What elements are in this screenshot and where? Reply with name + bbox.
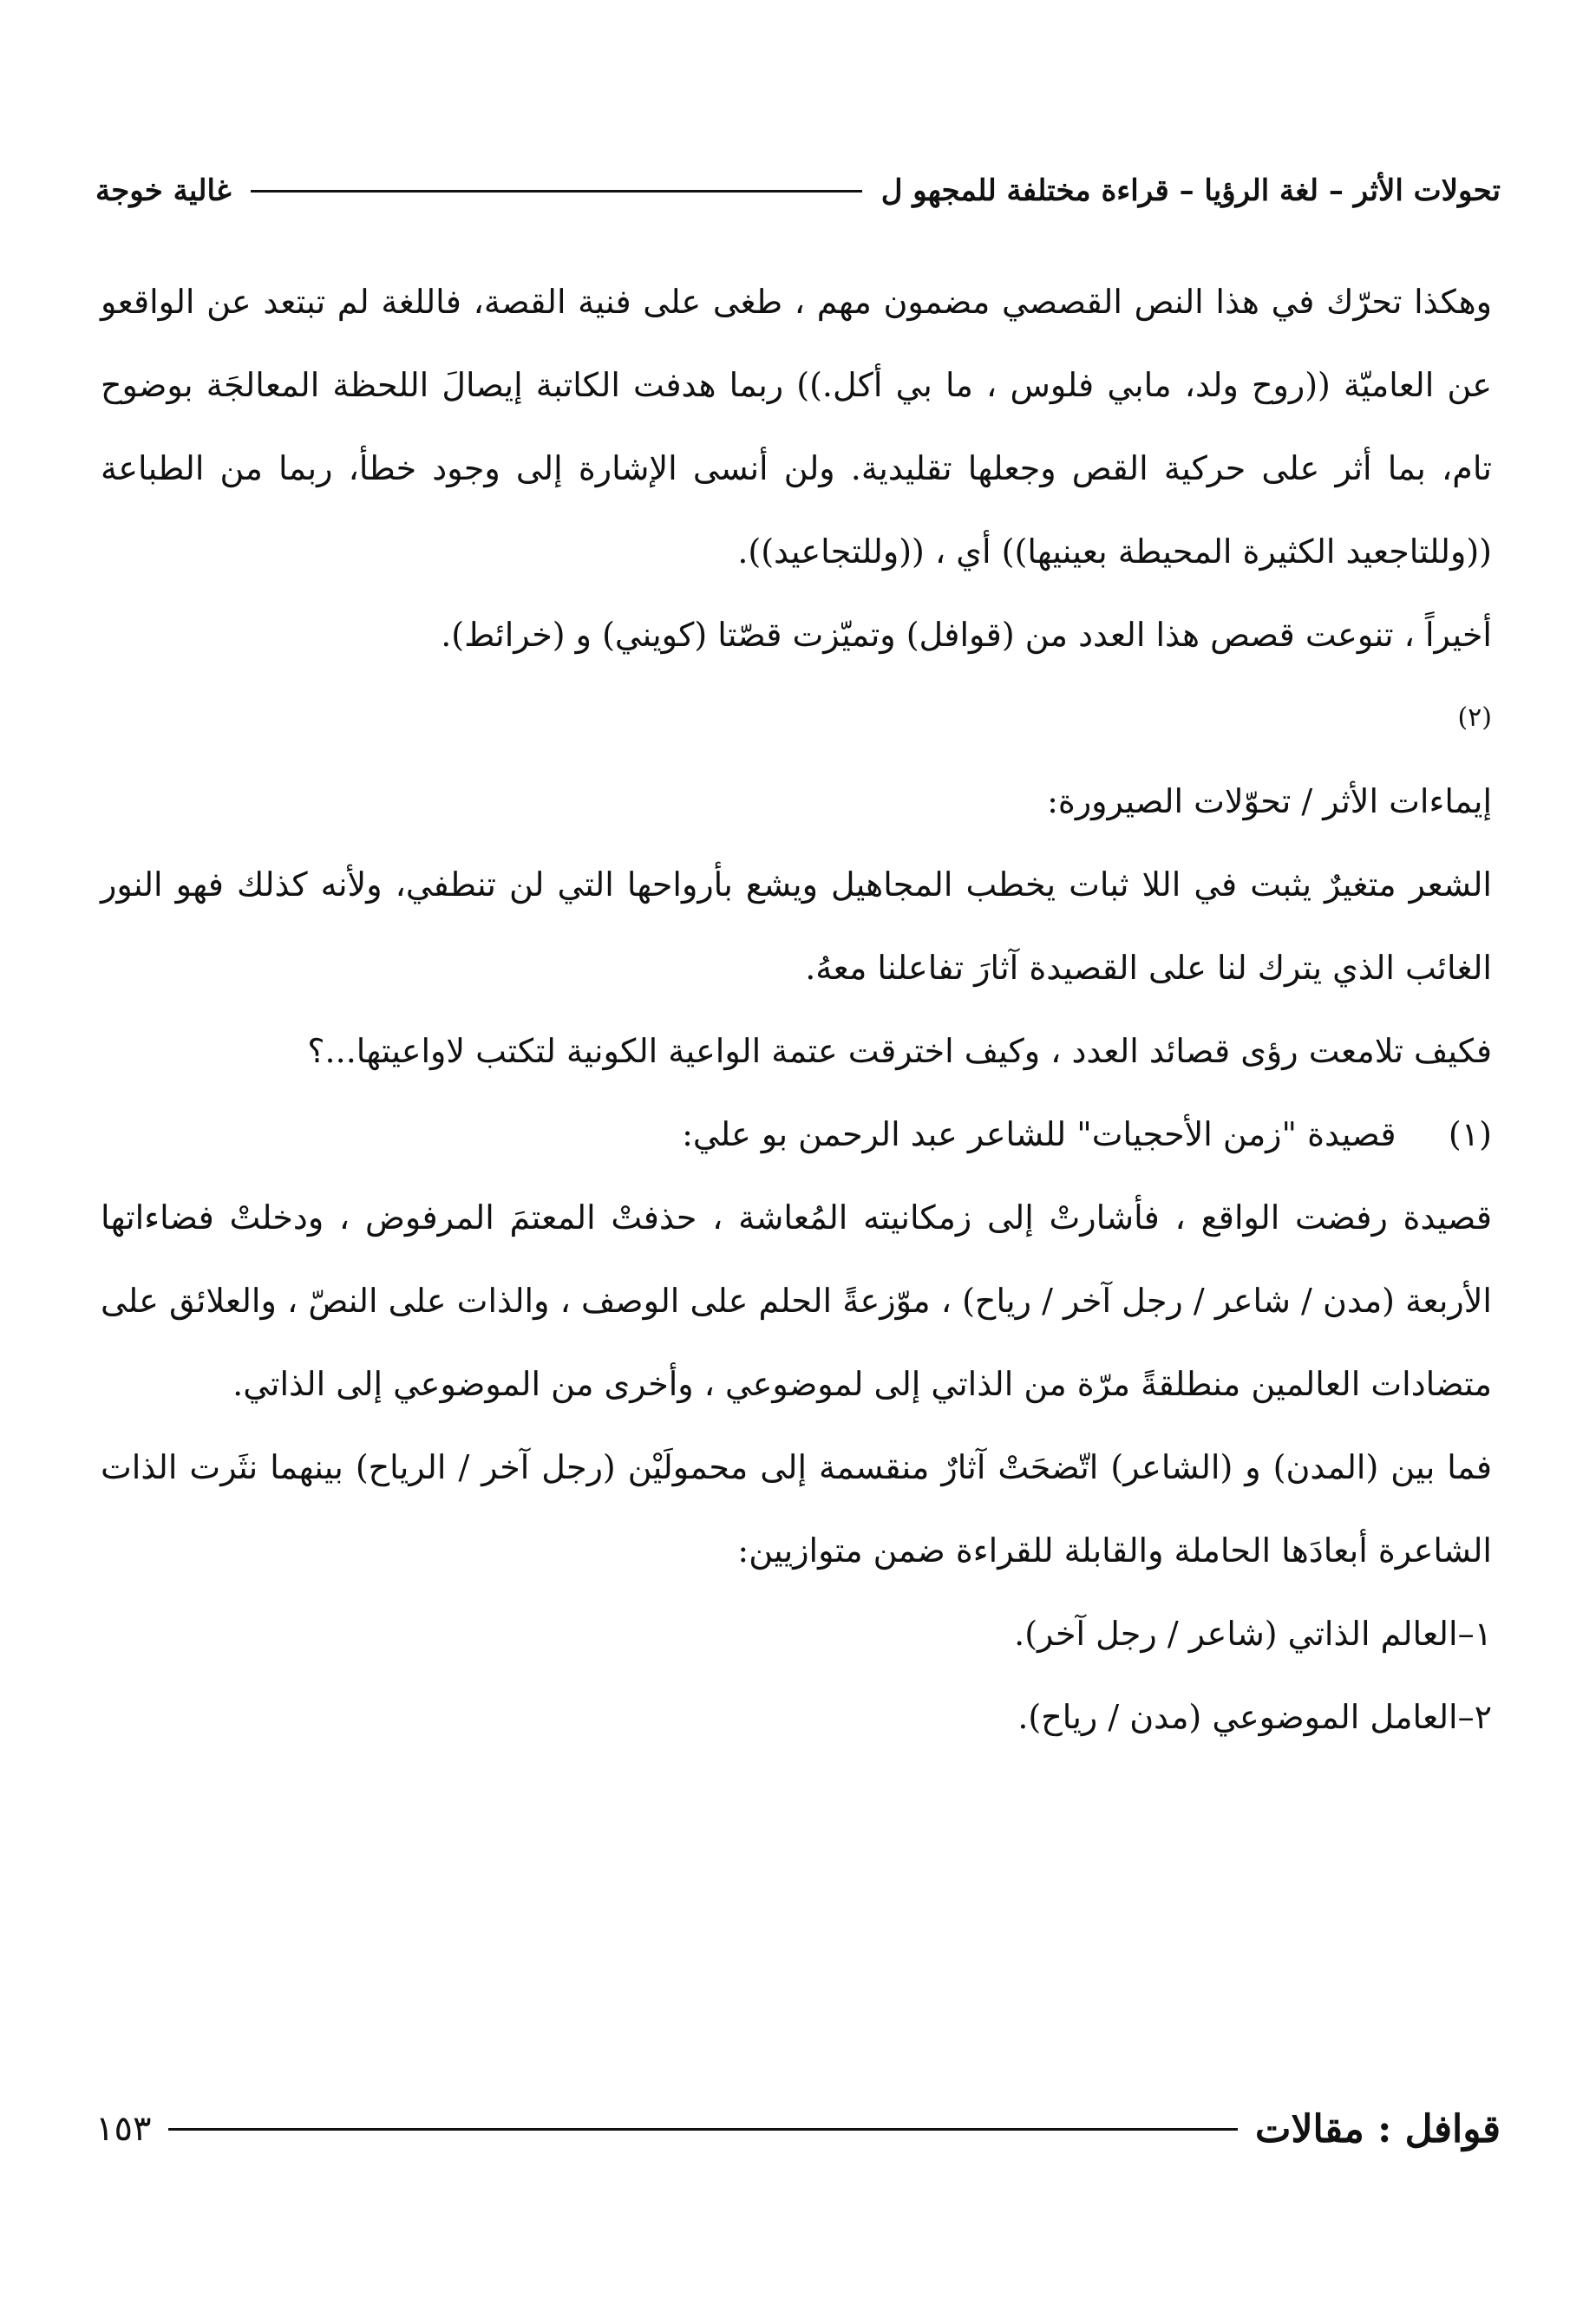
header-rule <box>251 190 862 193</box>
footer-rule <box>168 2128 1238 2131</box>
running-header <box>95 165 1501 217</box>
paragraph: قصيدة رفضت الواقع ، فأشارتْ إلى زمكانيته المُعاشة ، حذفتْ المعتمَ المرفوض ، ودخلتْ فضاءاتها الأربعة (مدن / شاعر / رجل آخر / رياح) ، موّزعةً الحلم على الوصف ، والذات على النصّ ، والعلائق على متضادات العالمين منطلقةً مرّة من الذاتي إلى لموضوعي ، وأخرى من الموضوعي إلى الذاتي. <box>101 1198 1492 1403</box>
page-number: ١٥٣ <box>95 2109 152 2149</box>
list-item: ١–العالم الذاتي (شاعر / رجل آخر). <box>1014 1615 1492 1653</box>
section-title: إيماءات الأثر / تحوّلات الصيرورة: <box>1047 782 1492 820</box>
page-footer <box>95 2099 1501 2159</box>
journal-name: قوافل : مقالات <box>1255 2106 1501 2151</box>
section-number: (٢) <box>1457 702 1492 733</box>
running-header-author: غالية خوجة <box>95 173 232 208</box>
paragraph: فكيف تلامعت رؤى قصائد العدد ، وكيف اخترقت عتمة الواعية الكونية لتكتب لاواعيتها...؟ <box>307 1032 1492 1070</box>
poem-heading: (١) قصيدة "زمن الأحجيات" للشاعر عبد الرحمن بو علي: <box>682 1115 1492 1153</box>
list-item: ٢–العامل الموضوعي (مدن / رياح). <box>1017 1698 1492 1736</box>
paragraph: وهكذا تحرّك في هذا النص القصصي مضمون مهم ، طغى على فنية القصة، فاللغة لم تبتعد عن الواقعو عن العاميّة ((روح ولد، مابي فلوس ، ما بي أكل.)) ربما هدفت الكاتبة إيصالَ اللحظة المعالجَة بوضوح تام، بما أثر على حركية القص وجعلها تقليدية. ولن أنسى الإشارة إلى وجود خطأ، ربما من الطباعة ((وللتاجعيد الكثيرة المحيطة بعينيها)) أي ، ((وللتجاعيد)). <box>101 283 1492 571</box>
paragraph: فما بين (المدن) و (الشاعر) اتّضحَتْ آثارٌ منقسمة إلى محمولَيْن (رجل آخر / الرياح) بينهما نثَرت الذات الشاعرة أبعادَها الحاملة والقابلة للقراءة ضمن متوازيين: <box>101 1448 1492 1570</box>
article-body <box>101 260 1492 1759</box>
paragraph: الشعر متغيرٌ يثبت في اللا ثبات يخطب المجاهيل ويشع بأرواحها التي لن تنطفي، ولأنه كذلك فهو النور الغائب الذي يترك لنا على القصيدة آثارَ تفاعلنا معهُ. <box>101 865 1492 987</box>
running-header-title: تحولات الأثر – لغة الرؤيا – قراءة مختلفة للمجهو ل <box>880 173 1501 208</box>
paragraph: أخيراً ، تنوعت قصص هذا العدد من (قوافل) وتميّزت قصّتا (كويني) و (خرائط). <box>441 616 1492 654</box>
